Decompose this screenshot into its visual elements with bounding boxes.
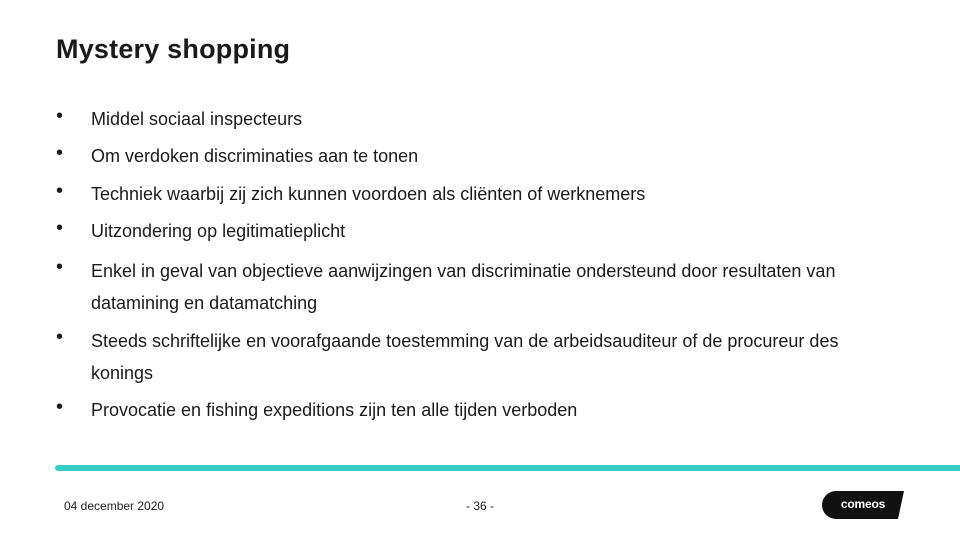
- bullet-text: Middel sociaal inspecteurs: [91, 109, 303, 129]
- bullet-text: Uitzondering op legitimatieplicht: [91, 221, 346, 241]
- bullet-text: Provocatie en fishing expeditions zijn ten alle tijden verboden: [91, 400, 578, 420]
- logo-text: comeos: [840, 497, 886, 511]
- page-number: - 36 -: [466, 499, 495, 513]
- bullet-icon: •: [56, 217, 64, 239]
- bullet-text: Om verdoken discriminaties aan te tonen: [91, 146, 419, 166]
- bullet-icon: •: [56, 326, 64, 348]
- bullet-list: [56, 0, 936, 440]
- footer-date: 04 december 2020: [64, 499, 165, 513]
- footer-accent-line: [55, 465, 960, 471]
- bullet-icon: •: [56, 396, 64, 418]
- slide-title: Mystery shopping: [56, 34, 291, 64]
- bullet-icon: •: [56, 142, 64, 164]
- comeos-logo: [822, 491, 904, 519]
- bullet-text: Enkel in geval van objectieve aanwijzingen van discriminatie ondersteund door resultaten van datamining en datamatching: [91, 261, 836, 313]
- bullet-text: Techniek waarbij zij zich kunnen voordoen als cliënten of werknemers: [91, 184, 646, 204]
- bullet-text: Steeds schriftelijke en voorafgaande toestemming van de arbeidsauditeur of de procureur des konings: [91, 331, 839, 383]
- bullet-icon: •: [56, 180, 64, 202]
- bullet-icon: •: [56, 105, 64, 127]
- bullet-icon: •: [56, 256, 64, 278]
